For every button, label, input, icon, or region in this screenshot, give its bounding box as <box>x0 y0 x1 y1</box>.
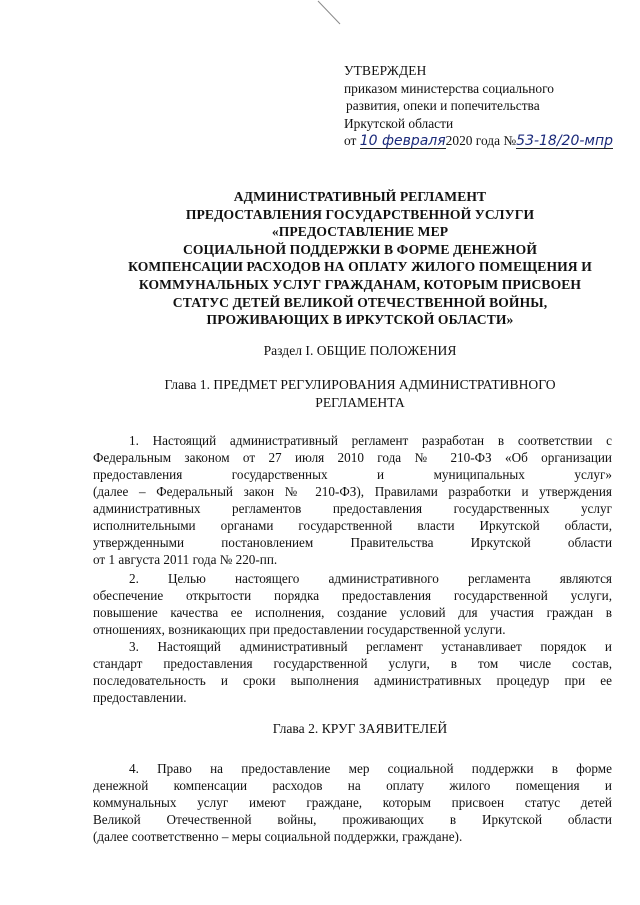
title-line: ПРОЖИВАЮЩИХ В ИРКУТСКОЙ ОБЛАСТИ» <box>206 312 514 328</box>
title-line: СТАТУС ДЕТЕЙ ВЕЛИКОЙ ОТЕЧЕСТВЕННОЙ ВОЙНЫ, <box>172 294 548 310</box>
paragraph-4 <box>93 760 612 845</box>
paragraph-line: коммунальных услуг имеют граждане, которым присвоен статус детей <box>93 795 612 810</box>
paragraph-2 <box>93 570 612 638</box>
handwritten-order-number: 53-18/20-мпр <box>516 133 614 149</box>
section-heading: Раздел I. ОБЩИЕ ПОЛОЖЕНИЯ <box>263 343 457 358</box>
title-line: СОЦИАЛЬНОЙ ПОДДЕРЖКИ В ФОРМЕ ДЕНЕЖНОЙ <box>182 241 538 257</box>
paragraph-line: 3. Настоящий административный регламент устанавливает порядок и <box>129 639 612 654</box>
document-title <box>100 188 620 329</box>
approval-line-1: приказом министерства социального <box>344 80 554 96</box>
paragraph-line: предоставлении. <box>93 690 187 705</box>
chapter-heading-line: РЕГЛАМЕНТА <box>315 395 405 410</box>
chapter-heading-line: Глава 1. ПРЕДМЕТ РЕГУЛИРОВАНИЯ АДМИНИСТРАТИВНОГО <box>164 377 556 392</box>
scan-artifact-line <box>316 0 342 26</box>
approval-stamp-block <box>344 62 634 150</box>
paragraph-line: (далее соответственно – меры социальной поддержки, граждане). <box>93 829 463 844</box>
approval-heading: УТВЕРЖДЕН <box>344 63 427 78</box>
paragraph-line: утвержденными постановлением Правительства Иркутской области <box>93 535 612 550</box>
paragraph-1 <box>93 432 612 568</box>
title-line: КОММУНАЛЬНЫХ УСЛУГ ГРАЖДАНАМ, КОТОРЫМ ПРИСВОЕН <box>138 276 582 292</box>
approval-from-label: от <box>344 133 357 148</box>
paragraph-line: предоставления государственных и муниципальных услуг» <box>93 467 612 482</box>
handwritten-date: 10 февраля <box>359 133 446 149</box>
paragraph-line: от 1 августа 2011 года № 220-пп. <box>93 552 278 567</box>
paragraph-3 <box>93 638 612 706</box>
approval-line-3: Иркутской области <box>344 115 454 131</box>
paragraph-line: 1. Настоящий административный регламент разработан в соответствии с <box>129 433 612 448</box>
paragraph-line: обеспечение открытости порядка предоставления государственной услуги, <box>93 588 612 603</box>
title-line: «ПРЕДОСТАВЛЕНИЕ МЕР <box>271 224 449 240</box>
chapter-2-heading: Глава 2. КРУГ ЗАЯВИТЕЛЕЙ <box>272 721 448 736</box>
paragraph-line: денежной компенсации расходов на оплату жилого помещения и <box>93 778 612 793</box>
paragraph-line: 2. Целью настоящего административного регламента являются <box>129 571 612 586</box>
approval-date-line <box>344 132 634 150</box>
paragraph-line: повышение качества ее исполнения, создание условий для участия граждан в <box>93 605 612 620</box>
title-line: АДМИНИСТРАТИВНЫЙ РЕГЛАМЕНТ <box>233 189 487 204</box>
paragraph-line: Великой Отечественной войны, проживающих в Иркутской области <box>93 812 612 827</box>
paragraph-line: последовательность и сроки выполнения административных процедур при ее <box>93 673 612 688</box>
title-line: КОМПЕНСАЦИИ РАСХОДОВ НА ОПЛАТУ ЖИЛОГО ПОМЕЩЕНИЯ И <box>128 259 592 275</box>
paragraph-line: исполнительными органами государственной власти Иркутской области, <box>93 518 612 533</box>
paragraph-line: отношениях, возникающих при предоставлении государственной услуги. <box>93 622 506 637</box>
title-line: ПРЕДОСТАВЛЕНИЯ ГОСУДАРСТВЕННОЙ УСЛУГИ <box>185 206 535 222</box>
paragraph-line: стандарт предоставления государственной услуги, в том числе состав, <box>93 656 612 671</box>
paragraph-line: (далее – Федеральный закон № 210-ФЗ), Правилами разработки и утверждения <box>93 484 612 499</box>
approval-line-2: развития, опеки и попечительства <box>346 98 540 113</box>
paragraph-line: Федеральным законом от 27 июля 2010 года № 210-ФЗ «Об организации <box>93 450 612 465</box>
paragraph-line: 4. Право на предоставление мер социальной поддержки в форме <box>129 761 612 776</box>
chapter-1-heading <box>90 376 630 412</box>
approval-year-text: 2020 года № <box>445 133 517 148</box>
paragraph-line: административных регламентов предоставления государственных услуг <box>93 501 612 516</box>
